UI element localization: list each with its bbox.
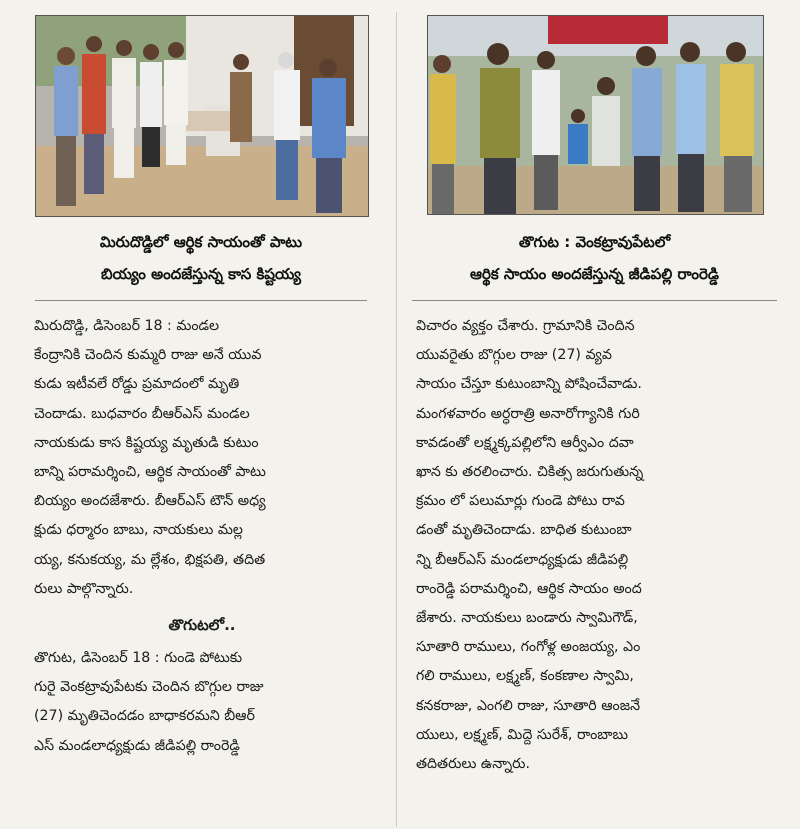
body-line: తదితరులు ఉన్నారు. (416, 756, 530, 773)
column-divider (396, 12, 397, 827)
body-line: బియ్యం అందజేశారు. బీఆర్‌ఎస్ టౌన్ అధ్య (34, 493, 266, 510)
body-line: మంగళవారం అర్ధరాత్రి అనారోగ్యానికి గురి (416, 405, 640, 422)
body-line: గురై వెంకట్రావుపేటకు చెందిన బొగ్గుల రాజు (34, 679, 264, 696)
caption-line: ఆర్థిక సాయం అందజేస్తున్న జీడిపల్లి రాంరెడ్డి (469, 265, 720, 283)
body-line: సాయం చేస్తూ కుటుంబాన్ని పోషించేవాడు. (416, 376, 642, 393)
body-line: (27) మృతిచెందడం బాధాకరమని బీఆర్ (34, 708, 255, 725)
body-line: కుడు ఇటీవలే రోడ్డు ప్రమాదంలో మృతి (34, 376, 240, 393)
body-line: యువరైతు బొగ్గుల రాజు (27) వ్యవ (416, 347, 612, 364)
caption-line: బియ్యం అందజేస్తున్న కాస కిష్టయ్య (101, 265, 301, 283)
body-line: విచారం వ్యక్తం చేశారు. గ్రామానికి చెందిన (416, 318, 635, 334)
body-line: డంతో మృతిచెందాడు. బాధిత కుటుంబా (416, 522, 632, 539)
subheading: తొగుటలో.. (168, 616, 236, 635)
body-line: రాంరెడ్డి పరామర్శించి, ఆర్థిక సాయం అంద (416, 580, 642, 597)
photo-caption-right (412, 226, 777, 290)
body-line: య్య, కనుకయ్య, మ ల్లేశం, భిక్షపతి, తదిత (34, 551, 266, 568)
caption-line: తొగుట : వెంకట్రావుపేటలో (518, 233, 671, 251)
body-line: గలి రాములు, లక్ష్మణ్, కంకణాల స్వామి, (416, 668, 634, 685)
body-line: కావడంతో లక్ష్మక్కపల్లిలోని ఆర్వీఎం దవా (416, 434, 634, 451)
body-line: కేంద్రానికి చెందిన కుమ్మరి రాజు అనే యువ (34, 347, 262, 364)
body-line: క్షుడు ధర్మారం బాబు, నాయకులు మల్ల (34, 522, 243, 539)
caption-line: మిరుదొడ్డిలో ఆర్థిక సాయంతో పాటు (99, 233, 303, 251)
caption-rule-right (412, 300, 777, 301)
body-line: ఖాన కు తరలించారు. చికిత్స జరుగుతున్న (416, 464, 644, 481)
body-line: రులు పాల్గొన్నారు. (34, 580, 134, 597)
photo-caption-left (35, 226, 367, 290)
body-line: ఎస్ మండలాధ్యక్షుడు జీడిపల్లి రాంరెడ్డి (34, 737, 240, 754)
body-line: సూతారి రాములు, గంగోళ్ల అంజయ్య, ఎం (416, 639, 641, 656)
body-line: కనకరాజు, ఎంగలి రాజు, సూతారి ఆంజనే (416, 697, 641, 714)
body-line: చెందాడు. బుధవారం బీఆర్‌ఎస్ మండల (34, 405, 250, 422)
body-line: బాన్ని పరామర్శించి, ఆర్థిక సాయంతో పాటు (34, 464, 266, 481)
body-line: నాయకుడు కాస కిష్టయ్య మృతుడి కుటుం (34, 434, 259, 451)
body-line: జేశారు. నాయకులు బండారు స్వామిగౌడ్, (416, 610, 638, 627)
article-column-right (416, 312, 770, 779)
body-line: క్రమం లో పలుమార్లు గుండె పోటు రావ (416, 493, 625, 510)
photo-mirudoddi-visit (35, 15, 369, 217)
body-line: యులు, లక్ష్మణ్, మిద్దె సురేశ్, రాంబాబు (416, 726, 629, 743)
body-line: మిరుదొడ్డి, డిసెంబర్ 18 : మండల (34, 318, 220, 334)
body-line: తొగుట, డిసెంబర్ 18 : గుండె పోటుకు (34, 650, 243, 667)
article-column-left (34, 312, 370, 761)
body-line: న్ని బీఆర్‌ఎస్ మండలాధ్యక్షుడు జీడిపల్లి (416, 551, 629, 568)
photo-venkatraopet-visit (427, 15, 764, 215)
caption-rule-left (35, 300, 367, 301)
